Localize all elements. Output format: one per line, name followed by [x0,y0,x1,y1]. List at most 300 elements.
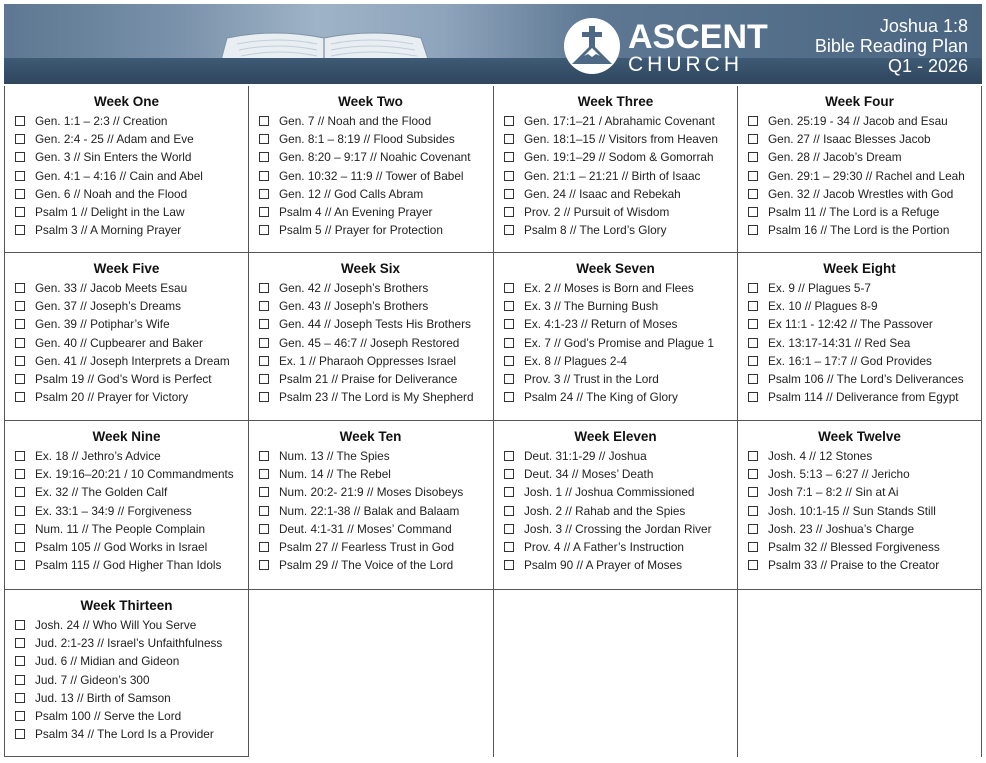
reading-item [249,221,492,239]
reading-label: Gen. 33 // Jacob Meets Esau [35,281,188,295]
reading-item [738,221,981,239]
reading-checkbox[interactable] [259,116,269,126]
reading-label: Psalm 19 // God’s Word is Perfect [35,372,212,387]
reading-item [494,185,737,203]
reading-checkbox[interactable] [15,542,25,552]
reading-label: Gen. 32 // Jacob Wrestles with God [768,186,954,201]
reading-label: Gen. 17:1–21 / Abrahamic Covenant [524,114,715,128]
reading-checkbox[interactable] [504,451,514,461]
reading-label: Gen. 8:1 – 8:19 // Flood Subsides [279,132,455,147]
reading-label: Gen. 10:32 – 11:9 // Tower of Babel [279,168,464,183]
reading-checkbox[interactable] [748,283,758,293]
reading-checkbox[interactable] [15,283,25,293]
reading-checkbox[interactable] [504,469,514,479]
reading-label: Jud. 7 // Gideon’s 300 [35,672,150,687]
reading-label: Gen. 41 // Joseph Interprets a Dream [35,353,230,368]
reading-item [5,297,248,315]
reading-item [494,297,737,315]
reading-label: Ex. 3 // The Burning Bush [524,299,659,314]
reading-item [494,167,737,185]
reading-label: Josh. 3 // Crossing the Jordan River [524,521,712,536]
reading-item [738,167,981,185]
reading-checkbox[interactable] [748,487,758,497]
reading-item [494,483,737,501]
reading-checkbox[interactable] [259,301,269,311]
reading-checkbox[interactable] [15,374,25,384]
reading-checkbox[interactable] [15,469,25,479]
reading-label: Gen. 25:19 - 34 // Jacob and Esau [768,114,948,128]
reading-label: Ex. 10 // Plagues 8-9 [768,299,878,314]
reading-item [249,315,492,333]
week-card [494,422,737,574]
reading-label: Josh. 23 // Joshua’s Charge [768,521,915,536]
reading-item [249,279,492,297]
grid-line [4,756,249,757]
reading-label: Num. 14 // The Rebel [279,467,391,482]
reading-item [249,203,492,221]
reading-label: Gen. 39 // Potiphar’s Wife [35,317,170,332]
reading-checkbox[interactable] [259,469,269,479]
reading-label: Gen. 29:1 – 29:30 // Rachel and Leah [768,168,965,183]
reading-checkbox[interactable] [259,392,269,402]
reading-checkbox[interactable] [15,171,25,181]
reading-checkbox[interactable] [15,134,25,144]
reading-checkbox[interactable] [259,560,269,570]
reading-checkbox[interactable] [504,171,514,181]
reading-item [249,447,492,465]
reading-checkbox[interactable] [259,207,269,217]
reading-checkbox[interactable] [15,506,25,516]
reading-item [738,465,981,483]
reading-checkbox[interactable] [15,301,25,311]
reading-checkbox[interactable] [15,656,25,666]
reading-label: Num. 20:2- 21:9 // Moses Disobeys [279,485,464,500]
reading-item [738,502,981,520]
week-title: Week Five [93,261,160,276]
reading-item [5,447,248,465]
week-card [5,422,248,574]
reading-checkbox[interactable] [504,506,514,516]
reading-checkbox[interactable] [504,207,514,217]
reading-label: Psalm 33 // Praise to the Creator [768,558,940,573]
reading-label: Josh. 24 // Who Will You Serve [35,618,197,632]
reading-label: Num. 11 // The People Complain [35,521,206,536]
reading-label: Ex 11:1 - 12:42 // The Passover [768,317,933,332]
grid-line [981,86,982,757]
reading-label: Gen. 40 // Cupbearer and Baker [35,335,203,350]
reading-item [738,130,981,148]
reading-label: Gen. 8:20 – 9:17 // Noahic Covenant [279,150,471,165]
reading-label: Psalm 4 // An Evening Prayer [279,205,433,220]
reading-label: Psalm 100 // Serve the Lord [35,709,182,724]
reading-checkbox[interactable] [748,374,758,384]
reading-item [249,388,492,406]
reading-item [249,483,492,501]
reading-item [494,221,737,239]
reading-checkbox[interactable] [504,283,514,293]
reading-label: Psalm 115 // God Higher Than Idols [35,558,222,573]
reading-label: Gen. 19:1–29 // Sodom & Gomorrah [524,150,714,165]
reading-checkbox[interactable] [504,301,514,311]
reading-item [5,112,248,130]
reading-item [5,148,248,166]
reading-item [5,465,248,483]
week-card [738,422,981,574]
reading-checkbox[interactable] [15,116,25,126]
reading-label: Gen. 42 // Joseph’s Brothers [279,281,429,295]
reading-label: Psalm 3 // A Morning Prayer [35,223,182,238]
reading-checkbox[interactable] [748,524,758,534]
reading-checkbox[interactable] [748,116,758,126]
reading-label: Psalm 24 // The King of Glory [524,390,678,405]
reading-checkbox[interactable] [259,152,269,162]
reading-checkbox[interactable] [259,171,269,181]
week-title: Week Eleven [574,429,657,444]
reading-item [738,447,981,465]
reading-plan-grid [4,86,982,757]
reading-item [5,352,248,370]
reading-checkbox[interactable] [748,319,758,329]
reading-item [494,203,737,221]
reading-checkbox[interactable] [748,225,758,235]
reading-checkbox[interactable] [504,134,514,144]
reading-checkbox[interactable] [748,207,758,217]
reading-checkbox[interactable] [504,374,514,384]
header-banner [4,4,982,84]
reading-label: Jud. 2:1-23 // Israel’s Unfaithfulness [35,636,223,651]
reading-label: Gen. 28 // Jacob’s Dream [768,150,902,165]
logo-word-church: CHURCH [628,53,743,76]
reading-checkbox[interactable] [504,338,514,348]
week-card [5,254,248,406]
reading-label: Jud. 6 // Midian and Gideon [35,654,180,669]
reading-label: Gen. 7 // Noah and the Flood [279,114,432,128]
reading-item [249,352,492,370]
reading-item [494,334,737,352]
reading-label: Ex. 9 // Plagues 5-7 [768,281,871,295]
plan-name: Bible Reading Plan [814,36,968,56]
reading-item [494,447,737,465]
reading-item [249,297,492,315]
reading-label: Gen. 2:4 - 25 // Adam and Eve [35,132,194,147]
reading-checkbox[interactable] [15,524,25,534]
reading-item [5,483,248,501]
reading-label: Psalm 20 // Prayer for Victory [35,390,189,405]
reading-label: Psalm 106 // The Lord’s Deliverances [768,372,964,387]
reading-item [5,538,248,556]
week-card [5,87,248,239]
reading-label: Gen. 21:1 – 21:21 // Birth of Isaac [524,168,701,183]
reading-label: Psalm 27 // Fearless Trust in God [279,540,455,555]
reading-checkbox[interactable] [259,374,269,384]
reading-item [738,483,981,501]
reading-item [738,279,981,297]
reading-label: Gen. 12 // God Calls Abram [279,186,424,201]
reading-label: Gen. 24 // Isaac and Rebekah [524,186,681,201]
reading-checkbox[interactable] [504,392,514,402]
reading-checkbox[interactable] [259,356,269,366]
reading-checkbox[interactable] [259,506,269,516]
reading-item [738,334,981,352]
week-card [249,422,492,574]
reading-item [738,352,981,370]
reading-checkbox[interactable] [504,560,514,570]
reading-checkbox[interactable] [15,711,25,721]
reading-checkbox[interactable] [15,338,25,348]
reading-item [5,185,248,203]
reading-item [494,502,737,520]
reading-checkbox[interactable] [259,134,269,144]
reading-checkbox[interactable] [15,620,25,630]
reading-checkbox[interactable] [259,487,269,497]
reading-checkbox[interactable] [748,451,758,461]
reading-label: Psalm 105 // God Works in Israel [35,540,208,555]
reading-label: Num. 13 // The Spies [279,449,390,463]
reading-checkbox[interactable] [748,392,758,402]
reading-label: Deut. 34 // Moses’ Death [524,467,654,482]
reading-item [494,130,737,148]
reading-checkbox[interactable] [15,392,25,402]
reading-item [494,370,737,388]
reading-item [738,315,981,333]
plan-verse: Joshua 1:8 [879,16,968,36]
reading-item [738,520,981,538]
week-title: Week Eight [823,261,896,276]
reading-item [249,334,492,352]
reading-item [738,203,981,221]
grid-line [4,589,982,590]
reading-checkbox[interactable] [259,524,269,534]
reading-item [5,221,248,239]
reading-item [5,634,248,652]
reading-item [5,689,248,707]
reading-checkbox[interactable] [15,152,25,162]
reading-item [738,148,981,166]
plan-quarter: Q1 - 2026 [887,56,968,76]
reading-item [494,148,737,166]
reading-item [494,520,737,538]
reading-checkbox[interactable] [748,134,758,144]
reading-checkbox[interactable] [15,487,25,497]
reading-label: Ex. 8 // Plagues 2-4 [524,353,627,368]
reading-checkbox[interactable] [259,225,269,235]
reading-checkbox[interactable] [15,675,25,685]
reading-label: Ex. 13:17-14:31 // Red Sea [768,335,911,350]
reading-label: Psalm 34 // The Lord Is a Provider [35,727,214,742]
reading-checkbox[interactable] [504,319,514,329]
reading-label: Num. 22:1-38 // Balak and Balaam [279,503,460,518]
cross-mountain-icon [564,18,620,74]
reading-item [5,388,248,406]
reading-item [494,112,737,130]
reading-item [494,465,737,483]
reading-checkbox[interactable] [15,207,25,217]
reading-label: Deut. 4:1-31 // Moses’ Command [279,521,452,536]
reading-label: Josh 7:1 – 8:2 // Sin at Ai [768,485,899,500]
reading-item [494,388,737,406]
reading-item [5,502,248,520]
reading-label: Josh. 1 // Joshua Commissioned [524,485,695,500]
week-card [738,254,981,406]
reading-checkbox[interactable] [504,225,514,235]
reading-checkbox[interactable] [748,542,758,552]
reading-item [738,185,981,203]
reading-checkbox[interactable] [504,189,514,199]
reading-item [494,352,737,370]
reading-checkbox[interactable] [504,487,514,497]
reading-item [5,616,248,634]
reading-item [249,185,492,203]
reading-label: Psalm 32 // Blessed Forgiveness [768,540,940,555]
week-title: Week Three [577,94,654,109]
reading-label: Gen. 45 – 46:7 // Joseph Restored [279,335,460,350]
reading-label: Ex. 2 // Moses is Born and Flees [524,281,694,295]
reading-label: Psalm 21 // Praise for Deliverance [279,372,458,387]
week-card [494,254,737,406]
reading-label: Ex. 18 // Jethro’s Advice [35,449,161,463]
week-card [494,87,737,239]
reading-item [249,538,492,556]
week-title: Week Six [340,261,401,276]
reading-label: Josh. 2 // Rahab and the Spies [524,503,686,518]
reading-item [5,130,248,148]
reading-item [249,556,492,574]
reading-item [249,148,492,166]
reading-label: Gen. 37 // Joseph’s Dreams [35,299,182,314]
reading-checkbox[interactable] [15,638,25,648]
reading-checkbox[interactable] [259,451,269,461]
reading-checkbox[interactable] [15,451,25,461]
reading-item [494,279,737,297]
reading-label: Ex. 4:1-23 // Return of Moses [524,317,678,332]
reading-checkbox[interactable] [748,338,758,348]
reading-checkbox[interactable] [15,189,25,199]
reading-item [494,538,737,556]
reading-item [738,297,981,315]
reading-label: Prov. 4 // A Father’s Instruction [524,540,684,555]
reading-checkbox[interactable] [15,356,25,366]
week-title: Week One [93,94,160,109]
reading-checkbox[interactable] [504,524,514,534]
reading-label: Psalm 5 // Prayer for Protection [279,223,443,238]
reading-checkbox[interactable] [259,542,269,552]
reading-checkbox[interactable] [748,301,758,311]
reading-label: Gen. 43 // Joseph’s Brothers [279,299,429,314]
week-card [249,87,492,239]
week-card [738,87,981,239]
reading-item [5,671,248,689]
reading-item [249,130,492,148]
reading-label: Ex. 33:1 – 34:9 // Forgiveness [35,503,192,518]
week-title: Week Ten [339,429,402,444]
reading-item [249,502,492,520]
reading-label: Josh. 10:1-15 // Sun Stands Still [768,503,936,518]
week-title: Week Nine [92,429,161,444]
reading-checkbox[interactable] [504,152,514,162]
reading-checkbox[interactable] [15,729,25,739]
reading-item [738,388,981,406]
reading-item [5,652,248,670]
reading-checkbox[interactable] [259,319,269,329]
reading-label: Gen. 44 // Joseph Tests His Brothers [279,317,471,332]
reading-checkbox[interactable] [15,560,25,570]
reading-checkbox[interactable] [504,356,514,366]
reading-checkbox[interactable] [748,152,758,162]
reading-label: Gen. 1:1 – 2:3 // Creation [35,114,168,128]
reading-label: Prov. 3 // Trust in the Lord [524,372,659,387]
week-title: Week Four [825,94,894,109]
reading-checkbox[interactable] [748,506,758,516]
reading-item [738,556,981,574]
reading-label: Gen. 6 // Noah and the Flood [35,186,188,201]
reading-checkbox[interactable] [15,693,25,703]
reading-label: Psalm 8 // The Lord’s Glory [524,223,667,238]
week-card [5,591,248,743]
reading-checkbox[interactable] [15,319,25,329]
reading-label: Josh. 4 // 12 Stones [768,449,873,463]
reading-label: Prov. 2 // Pursuit of Wisdom [524,205,670,220]
reading-checkbox[interactable] [259,283,269,293]
reading-checkbox[interactable] [259,189,269,199]
reading-label: Gen. 18:1–15 // Visitors from Heaven [524,132,718,147]
reading-label: Ex. 16:1 – 17:7 // God Provides [768,353,932,368]
reading-label: Psalm 1 // Delight in the Law [35,205,185,220]
reading-label: Ex. 1 // Pharaoh Oppresses Israel [279,353,457,368]
reading-item [249,112,492,130]
reading-item [249,520,492,538]
reading-label: Psalm 16 // The Lord is the Portion [768,223,950,238]
reading-label: Josh. 5:13 – 6:27 // Jericho [768,467,910,482]
reading-checkbox[interactable] [259,338,269,348]
grid-line [4,252,982,253]
reading-label: Ex. 32 // The Golden Calf [35,485,168,500]
grid-line [4,420,982,421]
reading-checkbox[interactable] [504,542,514,552]
reading-item [738,370,981,388]
reading-item [5,315,248,333]
reading-label: Psalm 11 // The Lord is a Refuge [768,205,940,220]
reading-checkbox[interactable] [748,189,758,199]
reading-label: Ex. 7 // God’s Promise and Plague 1 [524,335,714,350]
reading-label: Gen. 27 // Isaac Blesses Jacob [768,132,931,147]
reading-item [5,167,248,185]
reading-label: Psalm 29 // The Voice of the Lord [279,558,454,573]
reading-item [249,370,492,388]
reading-checkbox[interactable] [748,356,758,366]
reading-item [5,334,248,352]
reading-label: Jud. 13 // Birth of Samson [35,690,171,705]
reading-checkbox[interactable] [748,171,758,181]
reading-item [738,538,981,556]
reading-label: Psalm 114 // Deliverance from Egypt [768,390,959,405]
reading-item [5,725,248,743]
reading-checkbox[interactable] [504,116,514,126]
reading-label: Psalm 90 // A Prayer of Moses [524,558,683,573]
reading-item [5,203,248,221]
church-logo [564,18,768,78]
week-title: Week Seven [576,261,655,276]
reading-item [5,707,248,725]
reading-label: Ex. 19:16–20:21 / 10 Commandments [35,467,234,482]
reading-checkbox[interactable] [748,560,758,570]
reading-item [249,465,492,483]
reading-checkbox[interactable] [748,469,758,479]
reading-item [5,520,248,538]
reading-checkbox[interactable] [15,225,25,235]
reading-item [494,556,737,574]
reading-item [5,370,248,388]
reading-item [249,167,492,185]
